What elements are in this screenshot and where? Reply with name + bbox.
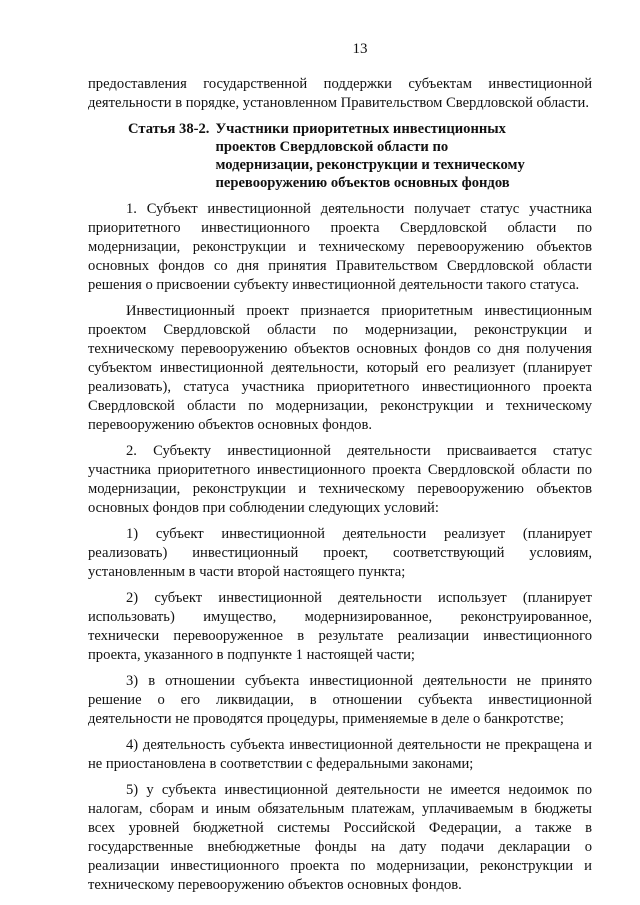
article-title: Участники приоритетных инвестиционных проектов Свердловской области по модернизации, реконструкции и техническому перевооружению объектов основных фондов — [215, 121, 525, 191]
condition-2: 2) субъект инвестиционной деятельности использует (планирует использовать) имущество, модернизированное, реконструированное, технически перевооруженное в результате реализации инвестиционного проекта, указанного в подпункте 1 настоящей части; — [88, 590, 592, 663]
condition-3: 3) в отношении субъекта инвестиционной деятельности не принято решение о его ликвидации, в отношении субъекта инвестиционной деятельности не проводятся процедуры, применяемые в деле о банкротстве; — [88, 673, 592, 727]
paragraph-1: 1. Субъект инвестиционной деятельности получает статус участника приоритетного инвестиционного проекта Свердловской области по модернизации, реконструкции и техническому перевооружению объектов основных фондов со дня принятия Правительством Свердловской области решения о присвоении субъекту инвестиционной деятельности такого статуса. — [88, 201, 592, 293]
intro-paragraph: предоставления государственной поддержки субъектам инвестиционной деятельности в порядке, установленном Правительством Свердловской области. — [88, 76, 592, 111]
condition-4: 4) деятельность субъекта инвестиционной деятельности не прекращена и не приостановлена в соответствии с федеральными законами; — [88, 737, 592, 772]
condition-5: 5) у субъекта инвестиционной деятельности не имеется недоимок по налогам, сборам и иным обязательным платежам, уплачиваемым в бюджеты всех уровней бюджетной системы Российской Федерации, а также в государственные внебюджетные фонды на дату подачи декларации о реализации инвестиционного проекта по модернизации, реконструкции и техническому перевооружению объектов основных фондов. — [88, 782, 592, 893]
paragraph-3: 2. Субъекту инвестиционной деятельности присваивается статус участника приоритетного инвестиционного проекта Свердловской области по модернизации, реконструкции и техническому перевооружению объектов основных фондов при соблюдении следующих условий: — [88, 443, 592, 516]
condition-1: 1) субъект инвестиционной деятельности реализует (планирует реализовать) инвестиционный проект, соответствующий условиям, установленным в части второй настоящего пункта; — [88, 526, 592, 580]
page-number: 13 — [352, 41, 368, 57]
paragraph-2: Инвестиционный проект признается приоритетным инвестиционным проектом Свердловской области по модернизации, реконструкции и техническому перевооружению объектов основных фондов со дня получения субъектом инвестиционной деятельности, который его реализует (планирует реализовать), статуса участника приоритетного инвестиционного проекта Свердловской области по модернизации, реконструкции и техническому перевооружению объектов основных фондов. — [88, 303, 592, 433]
article-heading — [128, 120, 592, 192]
article-number: Статья 38-2. — [128, 121, 210, 137]
